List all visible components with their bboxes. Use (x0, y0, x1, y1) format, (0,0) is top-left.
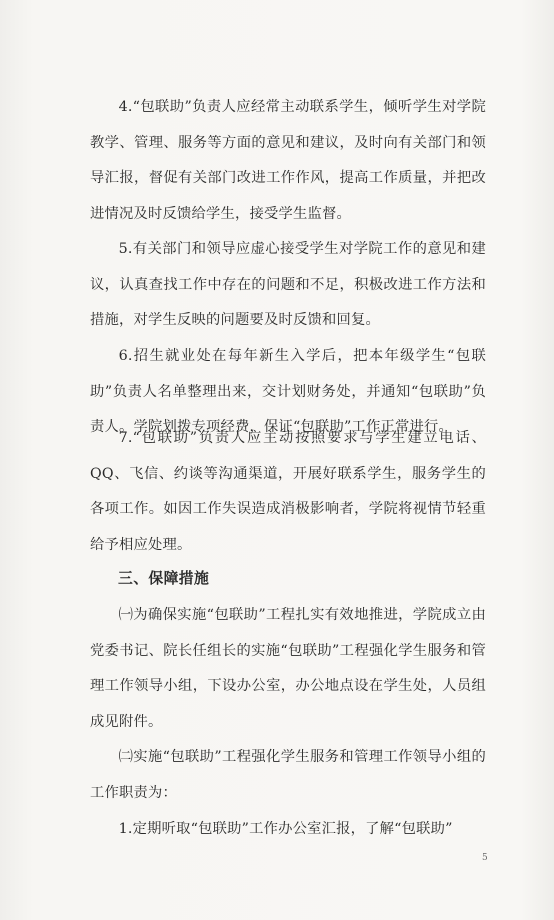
paragraph-guarantee-2: ㈡实施“包联助”工程强化学生服务和管理工作领导小组的工作职责为： (90, 749, 486, 801)
paragraph-guarantee-1: ㈠为确保实施“包联助”工程扎实有效地推进，学院成立由党委书记、院长任组长的实施“包联助”工程强化学生服务和管理工作领导小组，下设办公室，办公地点设在学生处，人员组成见附件。 (90, 607, 486, 730)
paragraph-4: 4.“包联助”负责人应经常主动联系学生，倾听学生对学院教学、管理、服务等方面的意见和建议，及时向有关部门和领导汇报，督促有关部门改进工作作风，提高工作质量，并把改进情况及时反馈给学生，接受学生监督。 (90, 99, 486, 222)
paragraph-duty-1: 1.定期听取“包联助”工作办公室汇报，了解“包联助” (118, 821, 453, 837)
paragraph-6: 6.招生就业处在每年新生入学后，把本年级学生“包联助”负责人名单整理出来，交计划财务处，并通知“包联助”负责人。学院划拨专项经费，保证“包联助”工作正常进行。 (90, 348, 486, 435)
paragraph-7: 7.“包联助”负责人应主动按照要求与学生建立电话、QQ、飞信、约谈等沟通渠道，开展好联系学生，服务学生的各项工作。如因工作失误造成消极影响者，学院将视情节轻重给予相应处理。 (90, 430, 486, 553)
page-number: 5 (482, 853, 488, 863)
paragraph-5: 5.有关部门和领导应虚心接受学生对学院工作的意见和建议，认真查找工作中存在的问题和不足，积极改进工作方法和措施，对学生反映的问题要及时反馈和回复。 (90, 241, 486, 328)
section-heading: 三、保障措施 (118, 570, 210, 587)
